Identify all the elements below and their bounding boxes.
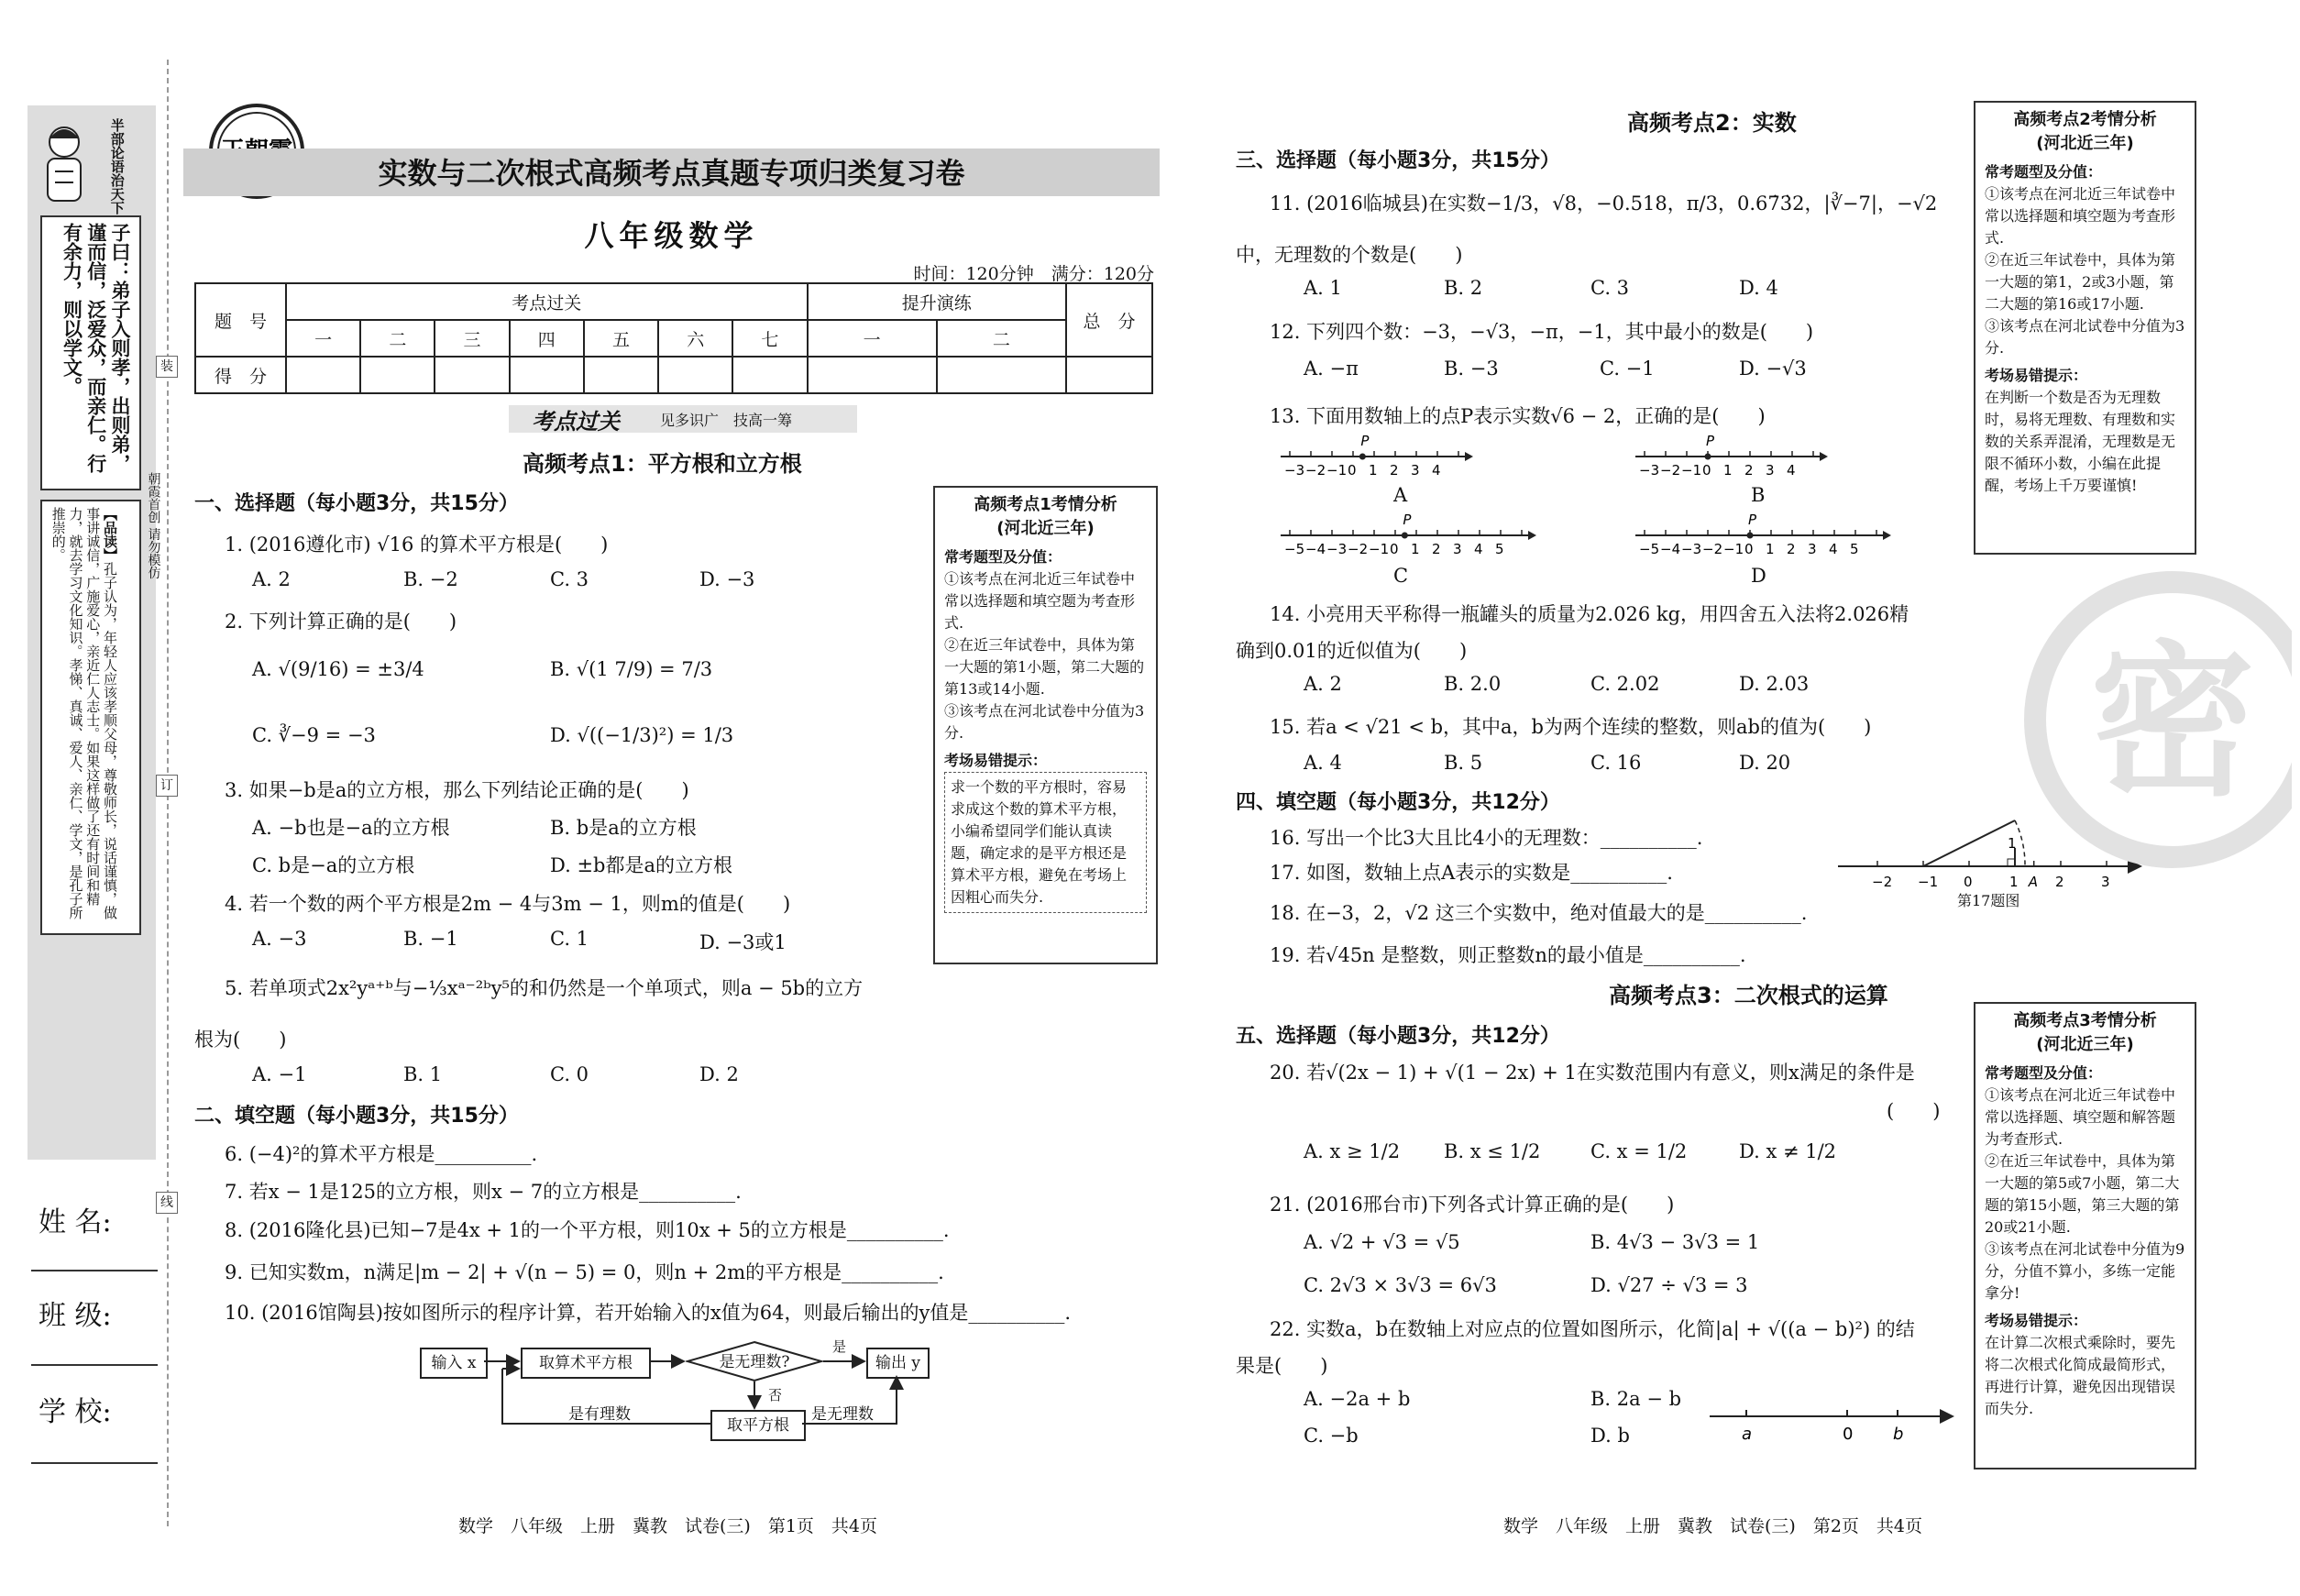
- analysis-subtitle: (河北近三年): [2036, 1035, 2134, 1054]
- option: A. 2: [252, 568, 291, 590]
- axis-arrow: [1820, 452, 1828, 461]
- score-col-cell: 二: [937, 320, 1066, 357]
- score-col-cell: 六: [658, 320, 732, 357]
- option-label: C: [1393, 565, 1409, 587]
- question-9: 9. 已知实数m，n满足|m − 2| + √(n − 5) = 0，则n + 2m的平方根是__________.: [225, 1261, 944, 1283]
- axis-tick-label: −2: [1660, 462, 1681, 479]
- option: A. √(9/16) = ±3/4: [252, 658, 424, 680]
- axis-tick-label: 1: [1411, 541, 1420, 557]
- option: B. −2: [403, 568, 458, 590]
- axis-tick-label: −3: [1639, 462, 1660, 479]
- analysis-tip: 在计算二次根式乘除时，要先将二次根式化简成最简形式，再进行计算，避免因出现错误而失分.: [1985, 1334, 2176, 1417]
- axis-tick-label: 4: [1787, 462, 1796, 479]
- score-entry-cell[interactable]: [360, 357, 435, 393]
- flow-arrows: [477, 1338, 935, 1448]
- option: D. 2.03: [1739, 673, 1810, 695]
- axis-tick-label: −1: [1723, 541, 1744, 557]
- class-label: 班 级:: [39, 1300, 112, 1332]
- option: D. x ≠ 1/2: [1739, 1140, 1837, 1162]
- option: A. −b也是−a的立方根: [252, 817, 450, 839]
- svg-text:1: 1: [2008, 835, 2017, 852]
- option: B. 2a − b: [1590, 1388, 1682, 1410]
- question-5: 5. 若单项式2x²yᵃ⁺ᵇ与−⅓xᵃ⁻²ᵇy⁵的和仍然是一个单项式，则a − 5b的立方: [225, 977, 864, 999]
- axis-tick-label: −2: [1305, 462, 1326, 479]
- analysis-heading: 考场易错提示：: [1985, 1312, 2088, 1329]
- option: D. b: [1590, 1425, 1630, 1447]
- analysis-title: 高频考点1考情分析: [974, 495, 1117, 514]
- analysis-heading: 常考题型及分值：: [944, 548, 1062, 566]
- analysis-box-1: [933, 486, 1158, 964]
- analysis-item: ③该考点在河北试卷中分值为3分.: [1985, 317, 2185, 357]
- option: C. 16: [1590, 752, 1642, 774]
- analysis-item: ①该考点在河北近三年试卷中常以选择题和填空题为考查形式.: [944, 570, 1136, 632]
- axis-tick-label: 5: [1495, 541, 1504, 557]
- question-7: 7. 若x − 1是125的立方根，则x − 7的立方根是__________.: [225, 1181, 742, 1203]
- analysis-title: 高频考点2考情分析: [2013, 110, 2157, 129]
- option: B. 1: [403, 1063, 443, 1085]
- option: C. −b: [1304, 1425, 1359, 1447]
- option: D. √((−1/3)²) = 1/3: [550, 724, 734, 746]
- question-16: 16. 写出一个比3大且比4小的无理数：__________.: [1270, 827, 1703, 849]
- numberline-d: [1634, 510, 1918, 565]
- section-heading: 四、填空题（每小题3分，共12分）: [1236, 791, 1560, 814]
- analysis-subtitle: (河北近三年): [2036, 134, 2134, 153]
- school-input-line[interactable]: [31, 1462, 158, 1464]
- pindu-label: 【品读】: [102, 507, 118, 562]
- axis-tick-label: 1: [1723, 462, 1733, 479]
- topic-heading: 高频考点3：二次根式的运算: [1609, 983, 1888, 1008]
- axis-tick-label: −1: [1918, 874, 1939, 890]
- flow-decision: 是无理数?: [719, 1353, 790, 1371]
- flow-yes-label: 是: [832, 1338, 847, 1355]
- option: D. −√3: [1739, 358, 1807, 380]
- q22-numberline: [1705, 1403, 1962, 1448]
- option: B. √(1 7/9) = 7/3: [550, 658, 713, 680]
- score-header-cell: 考点过关: [286, 283, 808, 320]
- question-19: 19. 若√45n 是整数，则正整数n的最小值是__________.: [1270, 944, 1746, 966]
- score-header-cell: 题 号: [195, 283, 286, 357]
- analysis-item: ①该考点在河北近三年试卷中常以选择题和填空题为考查形式.: [1985, 185, 2176, 247]
- analysis-subtitle: (河北近三年): [996, 519, 1095, 538]
- score-entry-cell[interactable]: [1066, 357, 1152, 393]
- option: B. 5: [1444, 752, 1483, 774]
- axis-tick-label: −3: [1681, 541, 1702, 557]
- axis-tick-label: 1: [1369, 462, 1378, 479]
- name-input-line[interactable]: [31, 1270, 158, 1271]
- class-input-line[interactable]: [31, 1364, 158, 1366]
- question-20-paren: ( ): [1887, 1100, 1941, 1122]
- watermark-text: 密: [2089, 627, 2256, 819]
- option: A. −3: [252, 928, 307, 950]
- numberline-b: [1634, 431, 1872, 486]
- question-2: 2. 下列计算正确的是( ): [225, 611, 457, 633]
- option: D. √27 ÷ √3 = 3: [1590, 1274, 1748, 1296]
- option: C. 2.02: [1590, 673, 1660, 695]
- score-entry-cell[interactable]: [286, 357, 360, 393]
- axis-tick-label: 4: [1829, 541, 1838, 557]
- score-col-cell: 三: [435, 320, 509, 357]
- axis-tick-label: 0: [1964, 874, 1973, 890]
- fold-mark: 装: [156, 356, 178, 378]
- point-p: [1359, 454, 1366, 460]
- topic-heading: 高频考点1：平方根和立方根: [523, 451, 802, 477]
- question-11-cont: 中，无理数的个数是( ): [1236, 244, 1463, 266]
- option: A. x ≥ 1/2: [1304, 1140, 1401, 1162]
- numberline-c: [1279, 510, 1563, 565]
- axis-tick-label: 0: [1744, 541, 1754, 557]
- analysis-heading: 常考题型及分值：: [1985, 163, 2103, 181]
- footer-left: 数学 八年级 上册 冀教 试卷(三) 第1页 共4页: [458, 1516, 878, 1536]
- axis-tick-label: 2: [1390, 462, 1399, 479]
- axis-tick-label: −5: [1639, 541, 1660, 557]
- question-12: 12. 下列四个数：−3，−√3，−π，−1，其中最小的数是( ): [1270, 321, 1814, 343]
- option: A. −π: [1304, 358, 1359, 380]
- score-col-cell: 一: [286, 320, 360, 357]
- point-p-label: P: [1360, 433, 1370, 449]
- school-label: 学 校:: [39, 1396, 112, 1428]
- analysis-item: ①该考点在河北近三年试卷中常以选择题、填空题和解答题为考查形式.: [1985, 1086, 2176, 1148]
- axis-tick-label: −2: [1872, 874, 1893, 890]
- axis-tick-label: −3: [1284, 462, 1305, 479]
- option-label: D: [1751, 565, 1766, 587]
- section-heading: 三、选择题（每小题3分，共15分）: [1236, 149, 1560, 172]
- analysis-box-3: [1974, 1002, 2196, 1469]
- flow-rational-label: 是有理数: [568, 1405, 631, 1424]
- option: B. x ≤ 1/2: [1444, 1140, 1541, 1162]
- point-p-label: P: [1706, 433, 1715, 449]
- q17-caption: 第17题图: [1957, 892, 2020, 909]
- question-10: 10. (2016馆陶县)按如图所示的程序计算，若开始输入的x值为64，则最后输出的y值是__________.: [225, 1302, 1072, 1324]
- banner-subtitle: 见多识广 技高一筹: [660, 412, 793, 429]
- page-title: 实数与二次根式高频考点真题专项归类复习卷: [378, 156, 965, 191]
- analysis-item: ②在近三年试卷中，具体为第一大题的第1，2或3小题，第二大题的第16或17小题.: [1985, 251, 2176, 313]
- score-table: [194, 282, 1153, 394]
- question-6: 6. (−4)²的算术平方根是__________.: [225, 1143, 538, 1165]
- option-label: A: [1393, 484, 1408, 506]
- axis-tick-label: 1: [1766, 541, 1775, 557]
- axis-tick-label: −5: [1284, 541, 1305, 557]
- question-21: 21. (2016邢台市)下列各式计算正确的是( ): [1270, 1194, 1675, 1216]
- analysis-tip: 在判断一个数是否为无理数时，易将无理数、有理数和实数的关系弄混淆，无理数是无限不循环小数，小编在此提醒，考场上千万要谨慎!: [1985, 389, 2176, 494]
- option: A. 2: [1304, 673, 1342, 695]
- axis-tick-label: −2: [1348, 541, 1369, 557]
- pindu-text: 孔子认为，年轻人应该孝顺父母，尊敬师长，说话谨慎，做事讲诚信，广施爱心，亲近仁人志士。如果这样做了还有时间和精力，就去学习文化知识。孝悌、真诚、爱人、亲仁、学文，是孔子所推崇的。: [50, 507, 118, 919]
- option: C. 1: [550, 928, 589, 950]
- option: C. 3: [1590, 277, 1630, 299]
- axis-tick-label: 2: [1787, 541, 1796, 557]
- question-22: 22. 实数a，b在数轴上对应点的位置如图所示，化简|a| + √((a − b)²) 的结: [1270, 1318, 1915, 1340]
- question-15: 15. 若a < √21 < b，其中a，b为两个连续的整数，则ab的值为( ): [1270, 716, 1872, 738]
- question-4: 4. 若一个数的两个平方根是2m − 4与3m − 1，则m的值是( ): [225, 893, 791, 915]
- analysis-item: ③该考点在河北试卷中分值为9分，分值不算小，多练一定能拿分!: [1985, 1240, 2185, 1302]
- option: A. √2 + √3 = √5: [1304, 1231, 1460, 1253]
- question-3: 3. 如果−b是a的立方根，那么下列结论正确的是( ): [225, 779, 689, 801]
- flow-sqrt: 取算术平方根: [521, 1348, 651, 1379]
- axis-tick-label: 1: [2009, 874, 2019, 890]
- analysis-heading: 考场易错提示：: [944, 752, 1048, 769]
- topic-heading: 高频考点2：实数: [1627, 110, 1797, 136]
- time-info: 时间：120分钟 满分：120分: [913, 264, 1154, 284]
- option: D. 2: [699, 1063, 739, 1085]
- score-entry-cell[interactable]: [732, 357, 807, 393]
- axis-tick-label: 0: [1348, 462, 1357, 479]
- analysis-item: ②在近三年试卷中，具体为第一大题的第5或7小题，第二大题的第15小题，第三大题的第20或21小题.: [1985, 1152, 2180, 1236]
- axis-arrow: [1465, 452, 1473, 461]
- flow-no-label: 否: [768, 1387, 783, 1403]
- score-col-cell: 五: [584, 320, 658, 357]
- question-17: 17. 如图，数轴上点A表示的实数是__________.: [1270, 862, 1673, 884]
- analysis-item: ③该考点在河北试卷中分值为3分.: [944, 702, 1145, 742]
- score-row-label: 得 分: [195, 357, 286, 393]
- numberline-a: [1279, 431, 1563, 486]
- score-entry-cell[interactable]: [584, 357, 658, 393]
- question-14: 14. 小亮用天平称得一瓶罐头的质量为2.026 kg，用四舍五入法将2.026精: [1270, 603, 1909, 625]
- analysis-title: 高频考点3考情分析: [2013, 1011, 2157, 1030]
- axis-tick-label: 2: [1432, 541, 1441, 557]
- analysis-tip: 求一个数的平方根时，容易求成这个数的算术平方根，小编希望同学们能认真读题，确定求的是平方根还是算术平方根，避免在考场上因粗心而失分.: [944, 772, 1147, 913]
- option: B. 4√3 − 3√3 = 1: [1590, 1231, 1760, 1253]
- option: B. 2.0: [1444, 673, 1502, 695]
- analysis-heading: 考场易错提示：: [1985, 367, 2088, 384]
- option: D. ±b都是a的立方根: [550, 854, 732, 876]
- point-p: [1402, 533, 1408, 539]
- confucius-quote: 子曰：弟子入则孝，出则弟，谨而信，泛爱众，而亲仁。行有余力，则以学文。: [40, 215, 141, 490]
- option: C. x = 1/2: [1590, 1140, 1688, 1162]
- axis-tick-label: 4: [1432, 462, 1441, 479]
- option: D. −3或1: [699, 931, 787, 953]
- axis-tick-label: −1: [1681, 462, 1702, 479]
- fold-mark: 订: [156, 775, 178, 797]
- axis-tick-label: −2: [1702, 541, 1723, 557]
- flow-irrational-label: 是无理数: [811, 1405, 874, 1424]
- axis-tick-label: −1: [1369, 541, 1390, 557]
- section-heading: 五、选择题（每小题3分，共12分）: [1236, 1025, 1560, 1048]
- option: C. 0: [550, 1063, 589, 1085]
- watermark-seal-icon: [2017, 568, 2292, 871]
- analysis-heading: 常考题型及分值：: [1985, 1064, 2103, 1082]
- flow-output: 输出 y: [866, 1348, 930, 1379]
- axis-tick-label: −1: [1326, 462, 1348, 479]
- axis-label-b: b: [1893, 1425, 1904, 1444]
- option: B. b是a的立方根: [550, 817, 697, 839]
- score-col-cell: 二: [360, 320, 435, 357]
- axis-tick-label: 4: [1474, 541, 1483, 557]
- question-8: 8. (2016隆化县)已知−7是4x + 1的一个平方根，则10x + 5的立方根是__________.: [225, 1219, 950, 1241]
- pindu-box: [40, 500, 141, 935]
- axis-tick-label: −4: [1305, 541, 1326, 557]
- analysis-box-2: [1974, 101, 2196, 555]
- page-subtitle: 八年级数学: [584, 218, 759, 253]
- point-p-label: P: [1748, 512, 1757, 528]
- flow-input: 输入 x: [420, 1348, 488, 1379]
- axis-label-0: 0: [1843, 1425, 1854, 1444]
- option: B. −1: [403, 928, 458, 950]
- axis-arrow: [1883, 531, 1891, 540]
- axis-tick-label: 0: [1390, 541, 1399, 557]
- axis-tick-label: A: [2028, 874, 2038, 890]
- option: A. −2a + b: [1304, 1388, 1411, 1410]
- score-col-cell: 七: [732, 320, 807, 357]
- option: C. b是−a的立方根: [252, 854, 415, 876]
- axis-label-a: a: [1742, 1425, 1753, 1444]
- option: A. 4: [1304, 752, 1342, 774]
- score-col-cell: 一: [808, 320, 937, 357]
- option: D. 4: [1739, 277, 1778, 299]
- option: C. 2√3 × 3√3 = 6√3: [1304, 1274, 1497, 1296]
- score-col-cell: 四: [510, 320, 584, 357]
- axis-tick-label: 0: [1702, 462, 1711, 479]
- question-20: 20. 若√(2x − 1) + √(1 − 2x) + 1在实数范围内有意义，则x满足的条件是: [1270, 1062, 1915, 1084]
- banner-title: 考点过关: [532, 408, 620, 435]
- axis-tick-label: −3: [1326, 541, 1348, 557]
- axis-tick-label: 3: [1808, 541, 1817, 557]
- option: A. −1: [252, 1063, 307, 1085]
- footer-right: 数学 八年级 上册 冀教 试卷(三) 第2页 共4页: [1503, 1516, 1923, 1536]
- axis-tick-label: 3: [1766, 462, 1775, 479]
- point-p: [1705, 454, 1711, 460]
- score-entry-cell[interactable]: [808, 357, 937, 393]
- option: C. 3: [550, 568, 589, 590]
- axis-tick-label: −4: [1660, 541, 1681, 557]
- sidebar: [28, 105, 156, 1160]
- copyright-vertical: 朝霞首创 请勿模仿: [146, 472, 161, 579]
- axis-tick-label: 2: [1744, 462, 1754, 479]
- question-1: 1. (2016遵化市) √16 的算术平方根是( ): [225, 534, 609, 556]
- axis-tick-label: 5: [1850, 541, 1859, 557]
- score-entry-cell[interactable]: [510, 357, 584, 393]
- axis-arrow: [1528, 531, 1536, 540]
- question-13: 13. 下面用数轴上的点P表示实数√6 − 2，正确的是( ): [1270, 405, 1766, 427]
- axis-tick-label: 3: [1453, 541, 1462, 557]
- analysis-item: ②在近三年试卷中，具体为第一大题的第1小题，第二大题的第13或14小题.: [944, 636, 1145, 698]
- option: B. 2: [1444, 277, 1483, 299]
- option: B. −3: [1444, 358, 1499, 380]
- axis-tick-label: 2: [2055, 874, 2064, 890]
- score-entry-cell[interactable]: [435, 357, 509, 393]
- question-5-cont: 根为( ): [194, 1029, 287, 1051]
- option: D. 20: [1739, 752, 1791, 774]
- flow-square-root: 取平方根: [710, 1410, 806, 1441]
- section-heading: 二、填空题（每小题3分，共15分）: [194, 1105, 519, 1128]
- fold-mark: 线: [156, 1192, 178, 1214]
- question-11: 11. (2016临城县)在实数−1/3，√8，−0.518，π/3，0.67̇3̇2，|∛−7|，−√2: [1270, 193, 1938, 215]
- question-18: 18. 在−3，2，√2 这三个实数中，绝对值最大的是__________.: [1270, 902, 1808, 924]
- axis-tick-label: 3: [2101, 874, 2110, 890]
- name-label: 姓 名:: [39, 1206, 112, 1238]
- question-22-cont: 果是( ): [1236, 1355, 1328, 1377]
- score-entry-cell[interactable]: [658, 357, 732, 393]
- option: A. 1: [1304, 277, 1342, 299]
- option: C. ∛−9 = −3: [252, 724, 376, 746]
- score-entry-cell[interactable]: [937, 357, 1066, 393]
- score-header-cell: 总 分: [1066, 283, 1152, 357]
- option-label: B: [1751, 484, 1766, 506]
- section-heading: 一、选择题（每小题3分，共15分）: [194, 492, 519, 515]
- option: D. −3: [699, 568, 755, 590]
- confucius-figure-icon: [35, 116, 99, 208]
- axis-tick-label: 3: [1411, 462, 1420, 479]
- point-p: [1747, 533, 1754, 539]
- slogan-text: 半部论语治天下: [108, 118, 126, 215]
- question-14-cont: 确到0.01的近似值为( ): [1236, 640, 1468, 662]
- option: C. −1: [1600, 358, 1655, 380]
- score-header-cell: 提升演练: [808, 283, 1066, 320]
- point-p-label: P: [1403, 512, 1412, 528]
